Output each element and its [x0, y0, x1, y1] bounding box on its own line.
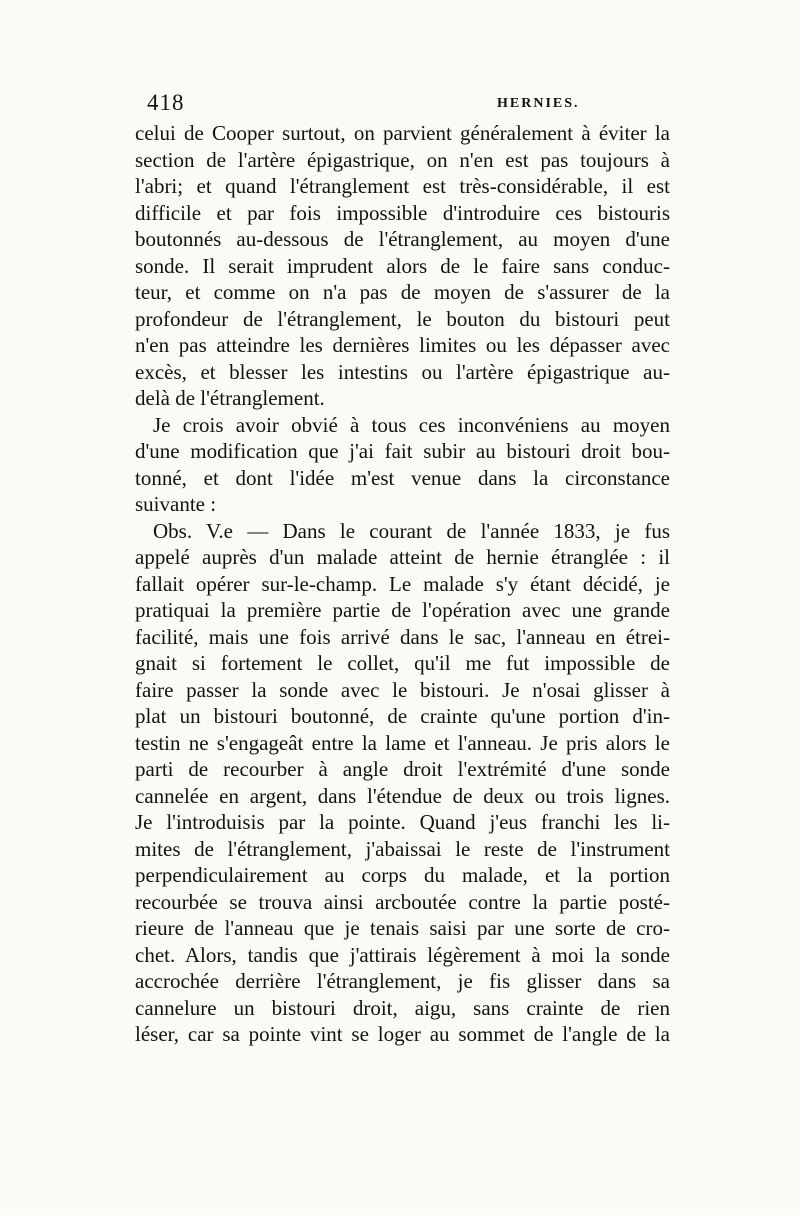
text-line: Je l'introduisis par la pointe. Quand j'eus franchi les li-: [135, 810, 670, 834]
text-line: appelé auprès d'un malade atteint de hernie étranglée : il: [135, 545, 670, 569]
text-line: tonné, et dont l'idée m'est venue dans la circonstance: [135, 465, 670, 490]
text-line: recourbée se trouva ainsi arcboutée contre la partie posté-: [135, 889, 670, 914]
running-head: HERNIES.: [497, 96, 580, 111]
text-line: accrochée derrière l'étranglement, je fis glisser dans sa: [135, 969, 670, 993]
text-line: gnait si fortement le collet, qu'il me fut impossible de: [135, 651, 670, 675]
text-line: testin ne s'engageât entre la lame et l'anneau. Je pris alors le: [135, 730, 670, 755]
text-line: excès, et blesser les intestins ou l'artère épigastrique au-: [135, 359, 670, 384]
text-line: cannelée en argent, dans l'étendue de deux ou trois lignes.: [135, 783, 670, 808]
text-line: faire passer la sonde avec le bistouri. Je n'osai glisser à: [135, 677, 670, 702]
text-line: n'en pas atteindre les dernières limites ou les dépasser avec: [135, 333, 670, 357]
body-text: [135, 120, 670, 1048]
text-line: Obs. V.e — Dans le courant de l'année 1833, je fus: [153, 518, 670, 543]
text-line: facilité, mais une fois arrivé dans le sac, l'anneau en étrei-: [135, 624, 670, 649]
text-line: pratiquai la première partie de l'opération avec une grande: [135, 598, 670, 622]
text-line: sonde. Il serait imprudent alors de le faire sans conduc-: [135, 253, 670, 278]
page-number: 418: [147, 90, 185, 115]
text-line: plat un bistouri boutonné, de crainte qu'une portion d'in-: [135, 704, 670, 728]
text-line: boutonnés au-dessous de l'étranglement, au moyen d'une: [135, 227, 670, 251]
text-line: fallait opérer sur-le-champ. Le malade s'y étant décidé, je: [135, 571, 670, 596]
paragraph: [135, 412, 670, 518]
text-line: suivante :: [135, 492, 217, 516]
text-line: d'une modification que j'ai fait subir au bistouri droit bou-: [135, 439, 670, 463]
page-header: [135, 90, 670, 120]
text-line: parti de recourber à angle droit l'extrémité d'une sonde: [135, 757, 670, 781]
paragraph: [135, 120, 670, 412]
text-line: profondeur de l'étranglement, le bouton du bistouri peut: [135, 306, 670, 331]
text-line: l'abri; et quand l'étranglement est très-considérable, il est: [135, 174, 670, 198]
text-line: celui de Cooper surtout, on parvient généralement à éviter la: [135, 121, 670, 145]
text-line: mites de l'étranglement, j'abaissai le reste de l'instrument: [135, 836, 670, 861]
text-line: perpendiculairement au corps du malade, et la portion: [135, 863, 670, 887]
text-line: teur, et comme on n'a pas de moyen de s'assurer de la: [135, 280, 670, 304]
text-line: difficile et par fois impossible d'introduire ces bistouris: [135, 200, 670, 225]
text-line: chet. Alors, tandis que j'attirais légèrement à moi la sonde: [135, 942, 670, 967]
text-line: rieure de l'anneau que je tenais saisi par une sorte de cro-: [135, 916, 670, 940]
text-line: cannelure un bistouri droit, aigu, sans crainte de rien: [135, 995, 670, 1020]
text-line: Je crois avoir obvié à tous ces inconvéniens au moyen: [153, 412, 670, 437]
text-line: section de l'artère épigastrique, on n'en est pas toujours à: [135, 147, 670, 172]
text-line: léser, car sa pointe vint se loger au sommet de l'angle de la: [135, 1022, 670, 1046]
text-line: delà de l'étranglement.: [135, 386, 325, 410]
paragraph: [135, 518, 670, 1048]
